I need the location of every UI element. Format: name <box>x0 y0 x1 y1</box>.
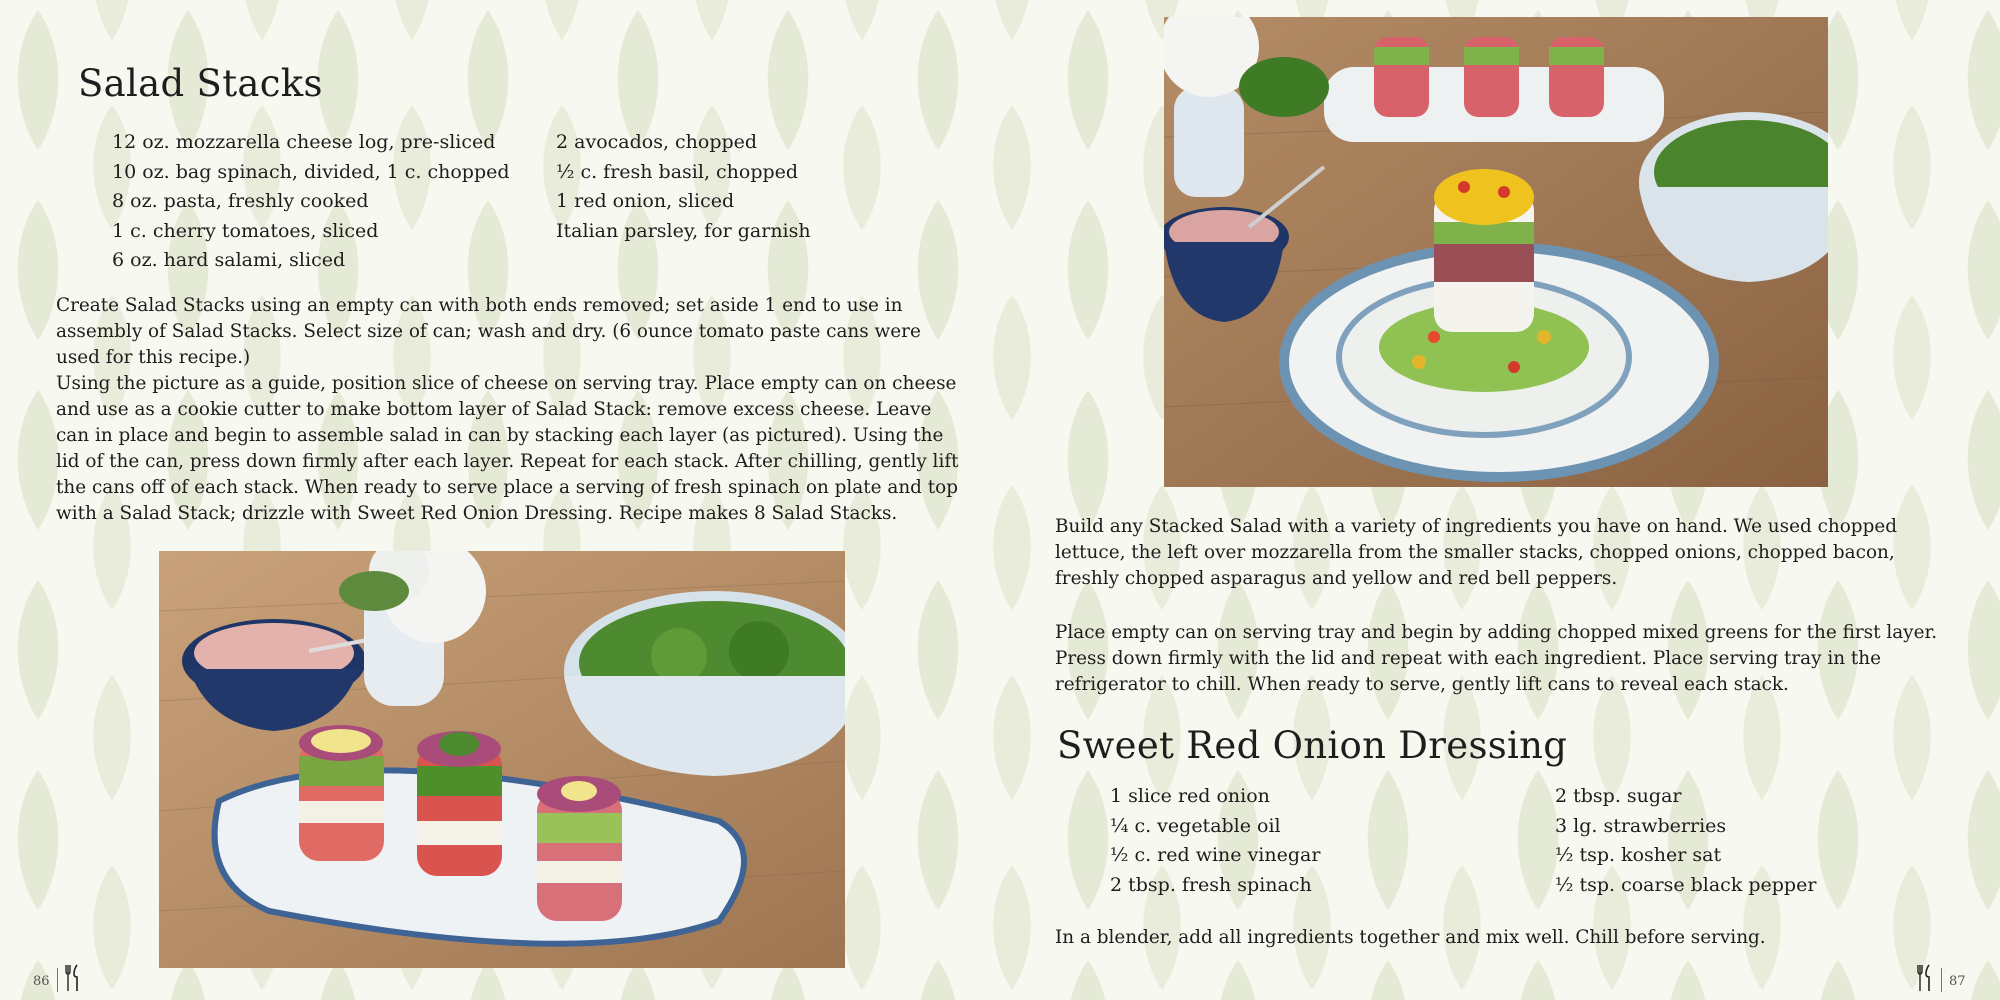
dressing-instructions: In a blender, add all ingredients together and mix well. Chill before serving. <box>1055 927 1766 948</box>
ingredient-item: ½ tsp. kosher sat <box>1555 844 1722 866</box>
ingredient-item: ½ c. red wine vinegar <box>1110 844 1321 866</box>
ingredient-item: 1 c. cherry tomatoes, sliced <box>112 219 379 242</box>
page-number: 87 <box>1949 974 1966 989</box>
ingredient-list-col1 <box>112 128 510 276</box>
ingredient-item: Italian parsley, for garnish <box>556 219 811 242</box>
ingredient-item: 2 tbsp. fresh spinach <box>1110 873 1312 896</box>
recipe-title: Salad Stacks <box>78 62 323 105</box>
dressing-title: Sweet Red Onion Dressing <box>1057 724 1568 767</box>
ingredient-item: 8 oz. pasta, freshly cooked <box>112 190 369 212</box>
ingredient-item: 1 red onion, sliced <box>556 190 735 212</box>
ingredient-item: 6 oz. hard salami, sliced <box>112 249 346 271</box>
ingredient-item: 2 tbsp. sugar <box>1555 785 1682 807</box>
instruction-paragraph: Create Salad Stacks using an empty can with both ends removed; set aside 1 end to use in assembly of Salad Stacks. Select size of can; wash and dry. (6 ounce tomato paste cans were used for this recipe.) <box>56 295 921 368</box>
cutlery-icon <box>1916 964 1936 992</box>
right-page <box>1000 0 2000 1000</box>
ingredient-item: 12 oz. mozzarella cheese log, pre-sliced <box>112 131 496 153</box>
ingredient-list-col2 <box>556 128 811 246</box>
description-paragraph: Build any Stacked Salad with a variety of ingredients you have on hand. We used chopped lettuce, the left over mozzarella from the smaller stacks, chopped onions, chopped bacon, freshly chopped asparagus and yellow and red bell peppers. <box>1055 516 1898 589</box>
dressing-ingredients-col1 <box>1110 782 1320 900</box>
ingredient-item: ½ tsp. coarse black pepper <box>1555 873 1817 896</box>
stacked-salad-photo <box>1164 17 1828 487</box>
page-number: 86 <box>33 974 50 989</box>
instruction-paragraph: Place empty can on serving tray and begin by adding chopped mixed greens for the first layer. Press down firmly with the lid and repeat with each ingredient. Place serving tray in the refrigerator to chill. When ready to serve, gently lift cans to reveal each stack. <box>1055 622 1938 695</box>
ingredient-item: 3 lg. strawberries <box>1555 814 1727 837</box>
ingredient-item: 10 oz. bag spinach, divided, 1 c. chopped <box>112 160 510 183</box>
ingredient-item: 1 slice red onion <box>1110 785 1270 807</box>
instruction-paragraph: Using the picture as a guide, position slice of cheese on serving tray. Place empty can on cheese and use as a cookie cutter to make bottom layer of Salad Stack: remove excess cheese. Leave can in place and begin to assemble salad in can by stacking each layer (as pictured). Using the lid of the can, press down firmly after each layer. Repeat for each stack. After chilling, gently lift the cans off of each stack. When ready to serve place a serving of fresh spinach on plate and top with a Salad Stack; drizzle with Sweet Red Onion Dressing. Recipe makes 8 Salad Stacks. <box>56 373 959 524</box>
footer-divider <box>57 968 58 992</box>
cutlery-icon <box>64 964 84 992</box>
ingredient-item: 2 avocados, chopped <box>556 131 758 153</box>
dressing-ingredients-col2 <box>1555 782 1816 900</box>
salad-stacks-photo <box>159 551 845 968</box>
ingredient-item: ¼ c. vegetable oil <box>1110 814 1281 837</box>
ingredient-item: ½ c. fresh basil, chopped <box>556 160 799 183</box>
footer-divider <box>1941 968 1942 992</box>
